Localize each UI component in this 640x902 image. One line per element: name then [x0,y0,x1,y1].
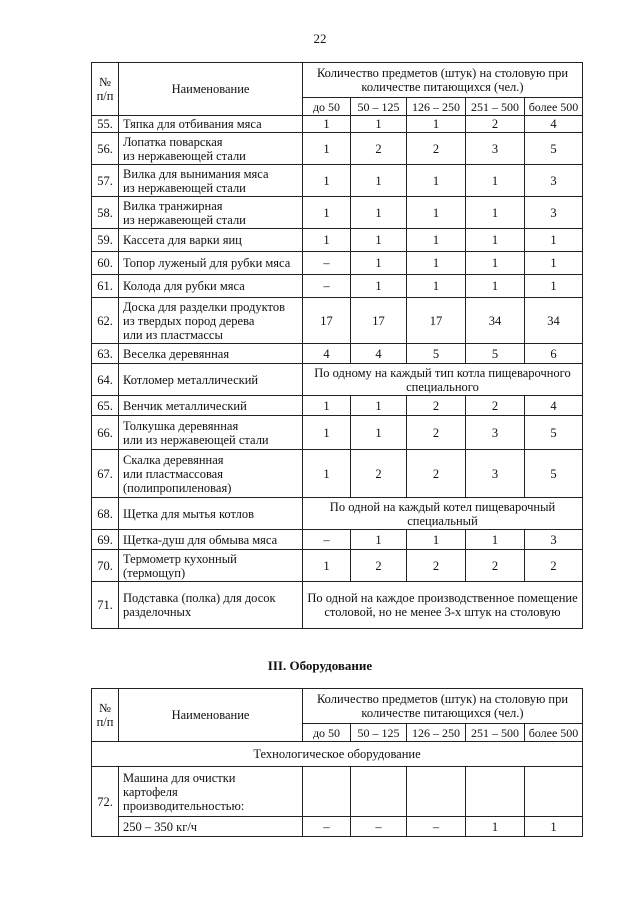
row-value: 1 [525,252,583,275]
page-number: 22 [313,31,327,46]
row-value: 2 [407,450,466,498]
row-value: 5 [525,133,583,165]
row-value-empty [466,767,525,817]
table-row [92,197,583,229]
row-value: 1 [407,165,466,197]
header-col: 126 – 250 [407,724,466,742]
table-row [92,530,583,550]
row-value: 1 [407,530,466,550]
row-value: 1 [303,229,351,252]
row-value: 1 [351,116,407,133]
row-value: – [407,817,466,837]
row-value: 2 [351,550,407,582]
row-value: 1 [466,817,525,837]
table-row [92,396,583,416]
table-row [92,450,583,498]
row-value: 1 [525,229,583,252]
row-value: 17 [351,298,407,344]
table-row [92,550,583,582]
row-value: 1 [407,197,466,229]
row-value: 2 [466,550,525,582]
row-value: 1 [466,165,525,197]
row-value: – [351,817,407,837]
row-value: 1 [351,275,407,298]
row-number: 69. [92,530,119,550]
row-value: 3 [466,133,525,165]
header-col: 251 – 500 [466,98,525,116]
row-value: 6 [525,344,583,364]
row-name: Щетка-душ для обмыва мяса [119,530,303,550]
row-name: Топор луженый для рубки мяса [119,252,303,275]
table-row [92,252,583,275]
row-number: 65. [92,396,119,416]
row-value-empty [351,767,407,817]
row-value: – [303,275,351,298]
row-value: 2 [525,550,583,582]
header-col: 251 – 500 [466,724,525,742]
row-number: 58. [92,197,119,229]
row-number: 67. [92,450,119,498]
row-value: 1 [466,530,525,550]
table-row [92,165,583,197]
row-value: 34 [525,298,583,344]
row-value: 1 [525,817,583,837]
row-value: 3 [525,197,583,229]
table-row [92,275,583,298]
row-name: Скалка деревянная или пластмассовая (полипропиленовая) [119,450,303,498]
header-quantity: Количество предметов (штук) на столовую при количестве питающихся (чел.) [303,689,583,724]
row-value: 1 [351,396,407,416]
row-number: 63. [92,344,119,364]
header-col: 50 – 125 [351,98,407,116]
section-title: III. Оборудование [267,658,373,673]
row-value: 1 [303,165,351,197]
utensils-table [91,62,583,629]
table-row [92,229,583,252]
row-value: 1 [466,252,525,275]
row-value: 1 [303,197,351,229]
row-value-empty [303,767,351,817]
row-value: 1 [466,275,525,298]
row-value: 1 [407,116,466,133]
row-name: Толкушка деревянная или из нержавеющей стали [119,416,303,450]
row-value: 1 [351,229,407,252]
header-name: Наименование [119,63,303,116]
row-value: 3 [466,416,525,450]
row-value: 4 [351,344,407,364]
row-name: Веселка деревянная [119,344,303,364]
row-number: 71. [92,582,119,629]
row-value: 1 [303,450,351,498]
row-value: 1 [525,275,583,298]
row-note: По одной на каждое производственное помещение столовой, но не менее 3-х штук на столовую [303,582,583,629]
row-name: Тяпка для отбивания мяса [119,116,303,133]
row-value: 3 [525,530,583,550]
row-name: Вилка для вынимания мяса из нержавеющей стали [119,165,303,197]
row-value: 4 [303,344,351,364]
row-value: 1 [407,252,466,275]
row-name: Щетка для мытья котлов [119,498,303,530]
row-note: По одному на каждый тип котла пищеварочного специального [303,364,583,396]
row-number: 59. [92,229,119,252]
group-title: Технологическое оборудование [92,742,583,767]
row-number: 66. [92,416,119,450]
row-number: 64. [92,364,119,396]
row-value: 2 [407,133,466,165]
header-col: до 50 [303,724,351,742]
row-value: 3 [525,165,583,197]
row-value: – [303,817,351,837]
row-name: Венчик металлический [119,396,303,416]
row-name: Подставка (полка) для досок разделочных [119,582,303,629]
row-value-empty [525,767,583,817]
table-row [92,364,583,396]
row-value: 1 [351,416,407,450]
row-value: 2 [407,416,466,450]
row-note: По одной на каждый котел пищеварочный специальный [303,498,583,530]
table-row [92,416,583,450]
row-name: Котломер металлический [119,364,303,396]
row-number: 61. [92,275,119,298]
row-value: 5 [525,450,583,498]
row-value: 1 [351,252,407,275]
row-value: 1 [303,416,351,450]
row-value: 1 [351,165,407,197]
header-col: 50 – 125 [351,724,407,742]
row-value: 1 [303,116,351,133]
row-number: 60. [92,252,119,275]
row-value: 2 [351,450,407,498]
header-quantity: Количество предметов (штук) на столовую при количестве питающихся (чел.) [303,63,583,98]
row-value: 1 [466,229,525,252]
row-name: Термометр кухонный (термощуп) [119,550,303,582]
row-value: 5 [525,416,583,450]
header-col: более 500 [525,98,583,116]
row-number: 55. [92,116,119,133]
header-col: до 50 [303,98,351,116]
header-name: Наименование [119,689,303,742]
row-value: 34 [466,298,525,344]
row-name: Доска для разделки продуктов из твердых пород дерева или из пластмассы [119,298,303,344]
row-name: Колода для рубки мяса [119,275,303,298]
row-number: 56. [92,133,119,165]
row-value: 3 [466,450,525,498]
row-value: 5 [466,344,525,364]
row-value: 1 [407,229,466,252]
row-value: 2 [351,133,407,165]
row-value: 1 [303,396,351,416]
row-number: 72. [92,767,119,837]
table-row [92,344,583,364]
row-number: 70. [92,550,119,582]
table-row [92,498,583,530]
row-value: 2 [407,550,466,582]
row-name: Лопатка поварская из нержавеющей стали [119,133,303,165]
row-value: 5 [407,344,466,364]
row-number: 62. [92,298,119,344]
row-value: 2 [466,116,525,133]
equipment-table [91,688,583,837]
row-value: 1 [466,197,525,229]
row-value: 1 [351,197,407,229]
row-value: 17 [407,298,466,344]
row-name: Машина для очистки картофеля производительностью: [119,767,303,817]
table-row [92,582,583,629]
row-value: – [303,530,351,550]
row-number: 68. [92,498,119,530]
row-value: 1 [303,550,351,582]
row-value: 1 [407,275,466,298]
row-value: 4 [525,396,583,416]
table-row [92,298,583,344]
row-value: 1 [303,133,351,165]
row-value: – [303,252,351,275]
header-col: более 500 [525,724,583,742]
row-value: 17 [303,298,351,344]
header-num: № п/п [92,689,119,742]
table-row [92,116,583,133]
row-value: 2 [466,396,525,416]
row-name: Вилка транжирная из нержавеющей стали [119,197,303,229]
header-col: 126 – 250 [407,98,466,116]
row-value: 2 [407,396,466,416]
subrow-name: 250 – 350 кг/ч [119,817,303,837]
header-num: № п/п [92,63,119,116]
table-row [92,133,583,165]
row-name: Кассета для варки яиц [119,229,303,252]
row-value: 4 [525,116,583,133]
row-value: 1 [351,530,407,550]
row-number: 57. [92,165,119,197]
row-value-empty [407,767,466,817]
